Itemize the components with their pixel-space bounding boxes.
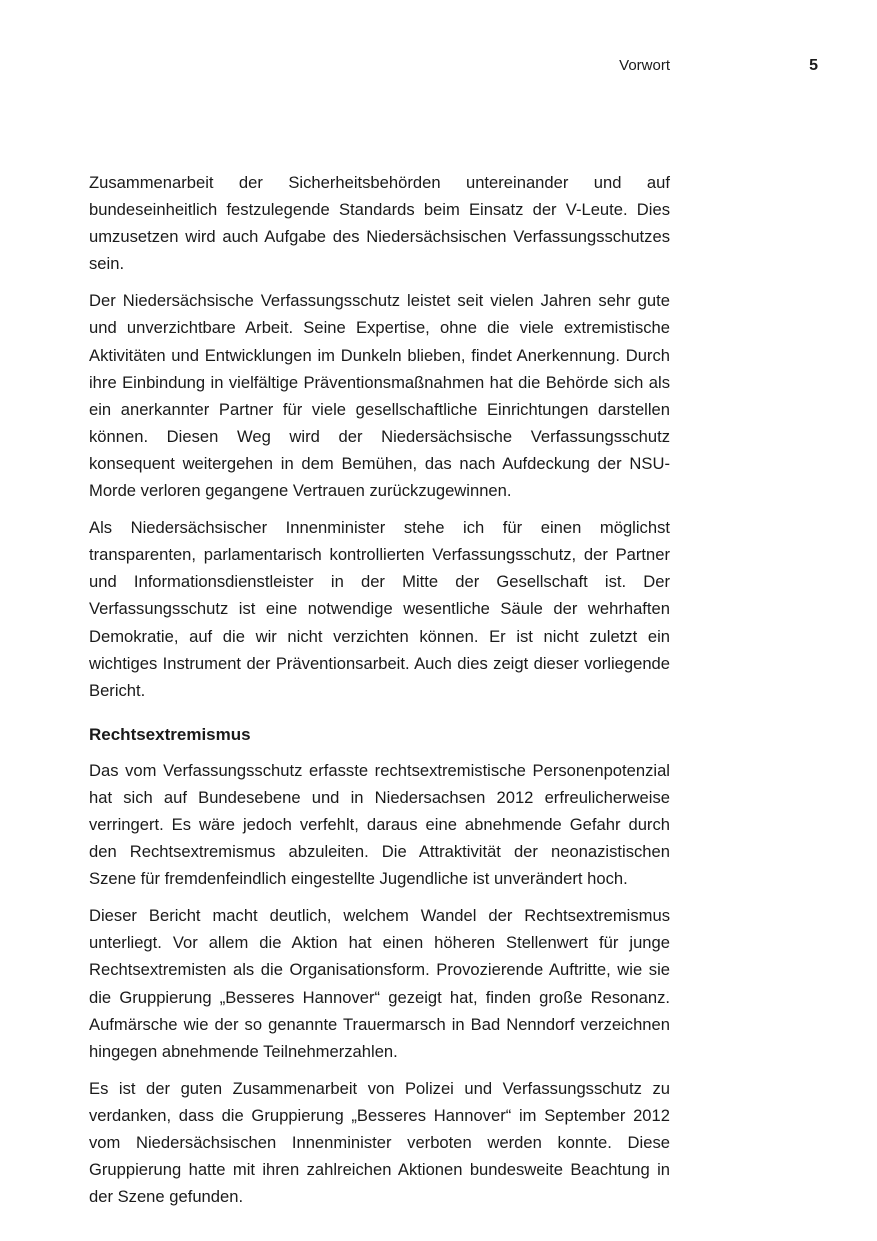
paragraph: Zusammenarbeit der Sicherheitsbehörden untereinander und auf bundeseinheitlich festzulegende Standards beim Einsatz der V-Leute. Dies umzusetzen wird auch Aufgabe des Niedersächsischen Verfassungsschutzes sein. bbox=[89, 173, 670, 274]
running-header bbox=[0, 56, 877, 78]
page-content bbox=[89, 169, 670, 1220]
paragraph: Dieser Bericht macht deutlich, welchem Wandel der Rechtsextremismus unterliegt. Vor allem die Aktion hat einen höheren Stellenwert für junge Rechtsextremisten als die Organisationsform. Provozierende Auftritte, wie sie die Gruppierung „Besseres Hannover“ gezeigt hat, finden große Resonanz. Aufmärsche wie der so genannte Trauermarsch in Bad Nenndorf verzeichnen hingegen abnehmende Teilnehmerzahlen. bbox=[89, 906, 670, 1061]
page-number: 5 bbox=[809, 57, 818, 74]
paragraph: Als Niedersächsischer Innenminister stehe ich für einen möglichst transparenten, parlamentarisch kontrollierten Verfassungsschutz, der Partner und Informationsdienstleister in der Mitte der Gesellschaft ist. Der Verfassungsschutz ist eine notwendige wesentliche Säule der wehrhaften Demokratie, auf die wir nicht verzichten können. Er ist nicht zuletzt ein wichtiges Instrument der Präventionsarbeit. Auch dies zeigt dieser vorliegende Bericht. bbox=[89, 518, 670, 700]
paragraph: Das vom Verfassungsschutz erfasste rechtsextremistische Personenpotenzial hat sich auf Bundesebene und in Niedersachsen 2012 erfreulicherweise verringert. Es wäre jedoch verfehlt, daraus eine abnehmende Gefahr durch den Rechtsextremismus abzuleiten. Die Attraktivität der neonazistischen Szene für fremdenfeindlich eingestellte Jugendliche ist unverändert hoch. bbox=[89, 760, 670, 889]
paragraph: Der Niedersächsische Verfassungsschutz leistet seit vielen Jahren sehr gute und unverzichtbare Arbeit. Seine Expertise, ohne die viele extremistische Aktivitäten und Entwicklungen im Dunkeln blieben, findet Anerkennung. Durch ihre Einbindung in vielfältige Präventionsmaßnahmen hat die Behörde sich als ein anerkannter Partner für viele gesellschaftliche Einrichtungen darstellen können. Diesen Weg wird der Niedersächsische Verfassungsschutz konsequent weitergehen in dem Bemühen, das nach Aufdeckung der NSU-Morde verloren gegangene Vertrauen zurückzugewinnen. bbox=[89, 291, 670, 501]
section-heading: Rechtsextremismus bbox=[89, 724, 251, 744]
section-title: Vorwort bbox=[619, 57, 670, 74]
paragraph: Es ist der guten Zusammenarbeit von Polizei und Verfassungsschutz zu verdanken, dass die Gruppierung „Besseres Hannover“ im September 2012 vom Niedersächsischen Innenminister verboten werden konnte. Diese Gruppierung hatte mit ihren zahlreichen Aktionen bundesweite Beachtung in der Szene gefunden. bbox=[89, 1078, 670, 1207]
